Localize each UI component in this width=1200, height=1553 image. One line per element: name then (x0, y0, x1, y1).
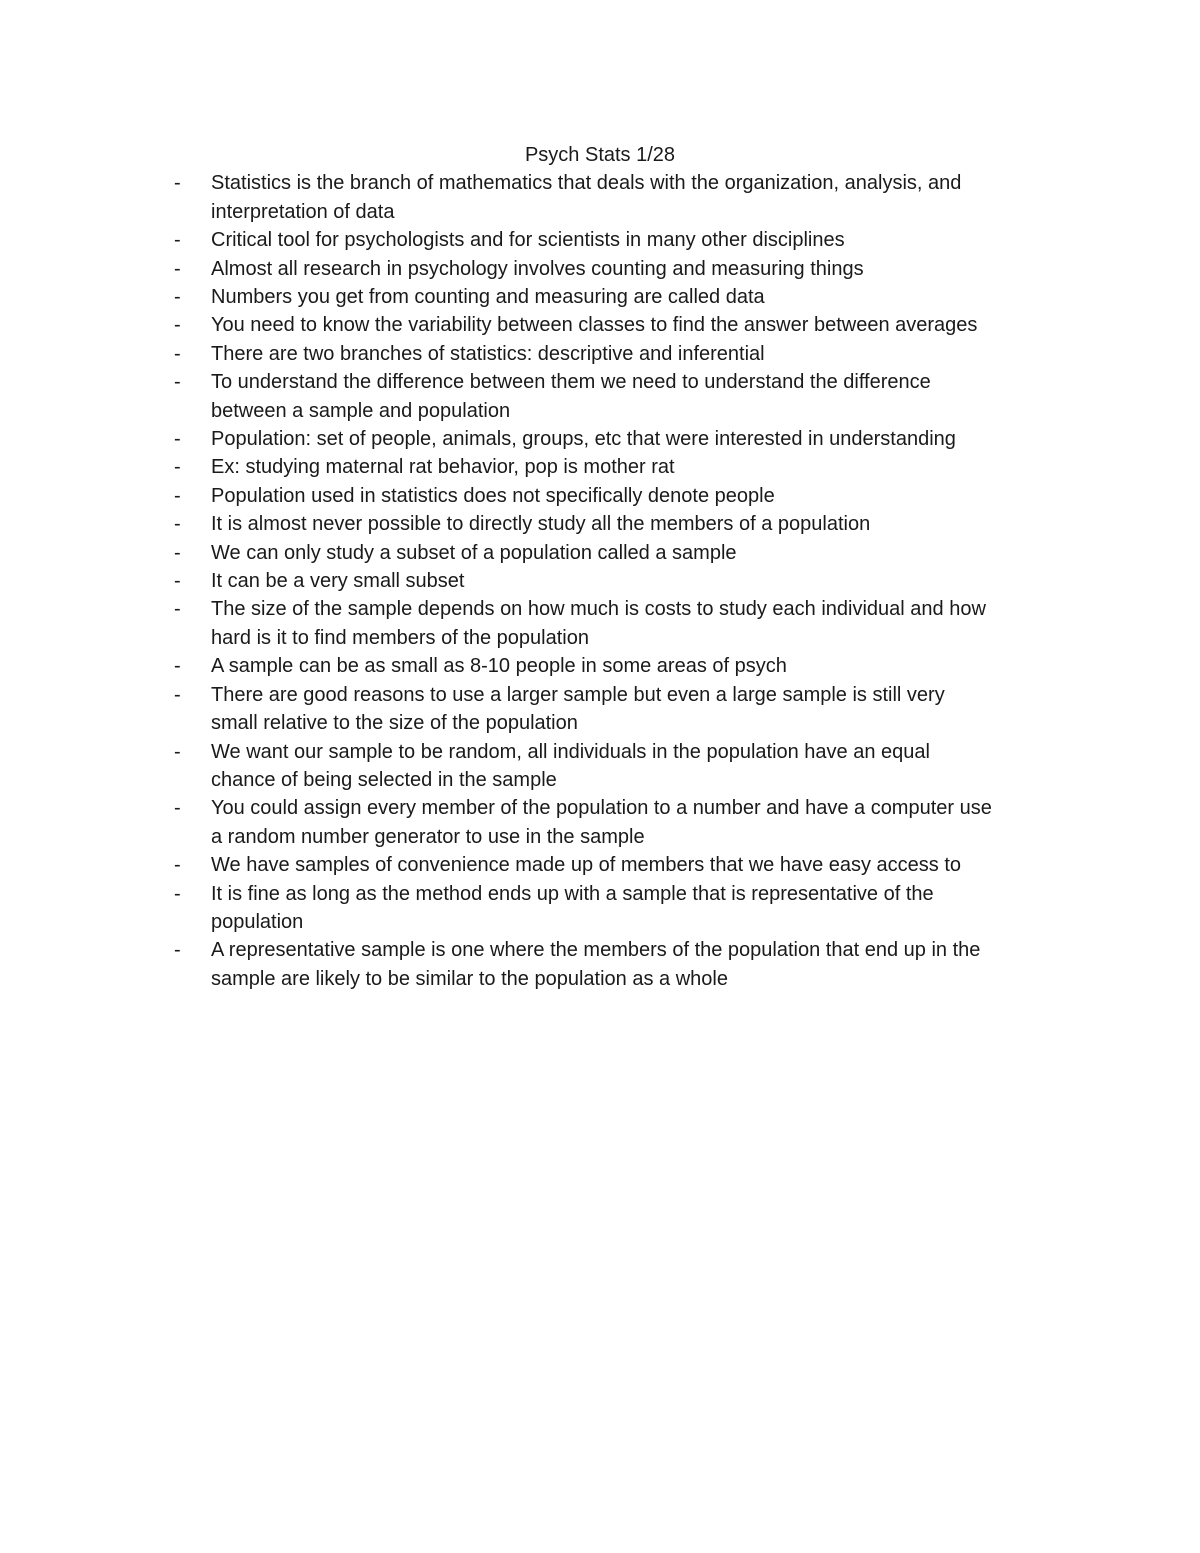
note-text: We want our sample to be random, all individuals in the population have an equal chance of being selected in the sample (211, 740, 930, 791)
note-item (174, 567, 1064, 595)
bullet-dash: - (174, 428, 181, 451)
bullet-dash: - (174, 683, 181, 706)
note-text: Ex: studying maternal rat behavior, pop is mother rat (211, 456, 675, 479)
note-text: It is fine as long as the method ends up with a sample that is representative of the population (211, 882, 934, 933)
bullet-dash: - (174, 484, 181, 507)
note-item (174, 510, 1064, 538)
note-item (174, 738, 1064, 795)
note-text: Statistics is the branch of mathematics that deals with the organization, analysis, and interpretation of data (211, 172, 962, 223)
note-item (174, 595, 1064, 652)
note-text: Population used in statistics does not specifically denote people (211, 484, 775, 507)
bullet-dash: - (174, 513, 181, 536)
note-text: To understand the difference between them we need to understand the difference between a sample and population (211, 371, 931, 422)
note-item (174, 453, 1064, 481)
note-item (174, 368, 1064, 425)
note-text: Critical tool for psychologists and for scientists in many other disciplines (211, 229, 845, 252)
bullet-dash: - (174, 598, 181, 621)
note-item (174, 226, 1064, 254)
bullet-dash: - (174, 342, 181, 365)
note-text: There are good reasons to use a larger sample but even a large sample is still very small relative to the size of the population (211, 683, 945, 735)
note-text: A sample can be as small as 8-10 people in some areas of psych (211, 655, 787, 678)
note-item (174, 851, 1064, 879)
note-text: You need to know the variability between classes to find the answer between averages (211, 314, 978, 337)
note-text: It is almost never possible to directly study all the members of a population (211, 513, 871, 536)
bullet-dash: - (174, 456, 181, 479)
note-item (174, 681, 1064, 738)
bullet-dash: - (174, 371, 181, 394)
document-title: Psych Stats 1/28 (524, 144, 676, 166)
note-text: Almost all research in psychology involves counting and measuring things (211, 257, 864, 280)
bullet-dash: - (174, 740, 181, 763)
note-text: Population: set of people, animals, groups, etc that were interested in understanding (211, 428, 956, 451)
bullet-dash: - (174, 286, 181, 309)
note-item (174, 255, 1064, 283)
bullet-dash: - (174, 314, 181, 337)
note-text: The size of the sample depends on how much is costs to study each individual and how hard is it to find members of the population (211, 598, 986, 649)
bullet-dash: - (174, 854, 181, 877)
bullet-dash: - (174, 541, 181, 564)
bullet-dash: - (174, 939, 181, 962)
note-item (174, 340, 1064, 368)
note-item (174, 169, 1064, 226)
bullet-dash: - (174, 797, 181, 820)
note-text: We have samples of convenience made up of members that we have easy access to (211, 854, 962, 877)
notes-list (174, 169, 1064, 993)
bullet-dash: - (174, 229, 181, 252)
note-text: Numbers you get from counting and measuring are called data (211, 286, 765, 309)
note-item (174, 652, 1064, 680)
note-item (174, 880, 1064, 937)
note-item (174, 283, 1064, 311)
note-text: We can only study a subset of a population called a sample (211, 541, 737, 564)
note-item (174, 482, 1064, 510)
bullet-dash: - (174, 570, 181, 593)
note-text: You could assign every member of the population to a number and have a computer use a random number generator to use in the sample (211, 797, 992, 848)
note-text: There are two branches of statistics: descriptive and inferential (211, 342, 765, 365)
note-item (174, 425, 1064, 453)
bullet-dash: - (174, 655, 181, 678)
note-text: It can be a very small subset (211, 570, 465, 593)
bullet-dash: - (174, 172, 181, 195)
bullet-dash: - (174, 257, 181, 280)
note-text: A representative sample is one where the members of the population that end up in the sample are likely to be similar to the population as a whole (211, 939, 981, 990)
note-item (174, 311, 1064, 339)
note-item (174, 794, 1064, 851)
bullet-dash: - (174, 882, 181, 905)
note-item (174, 936, 1064, 993)
note-item (174, 539, 1064, 567)
